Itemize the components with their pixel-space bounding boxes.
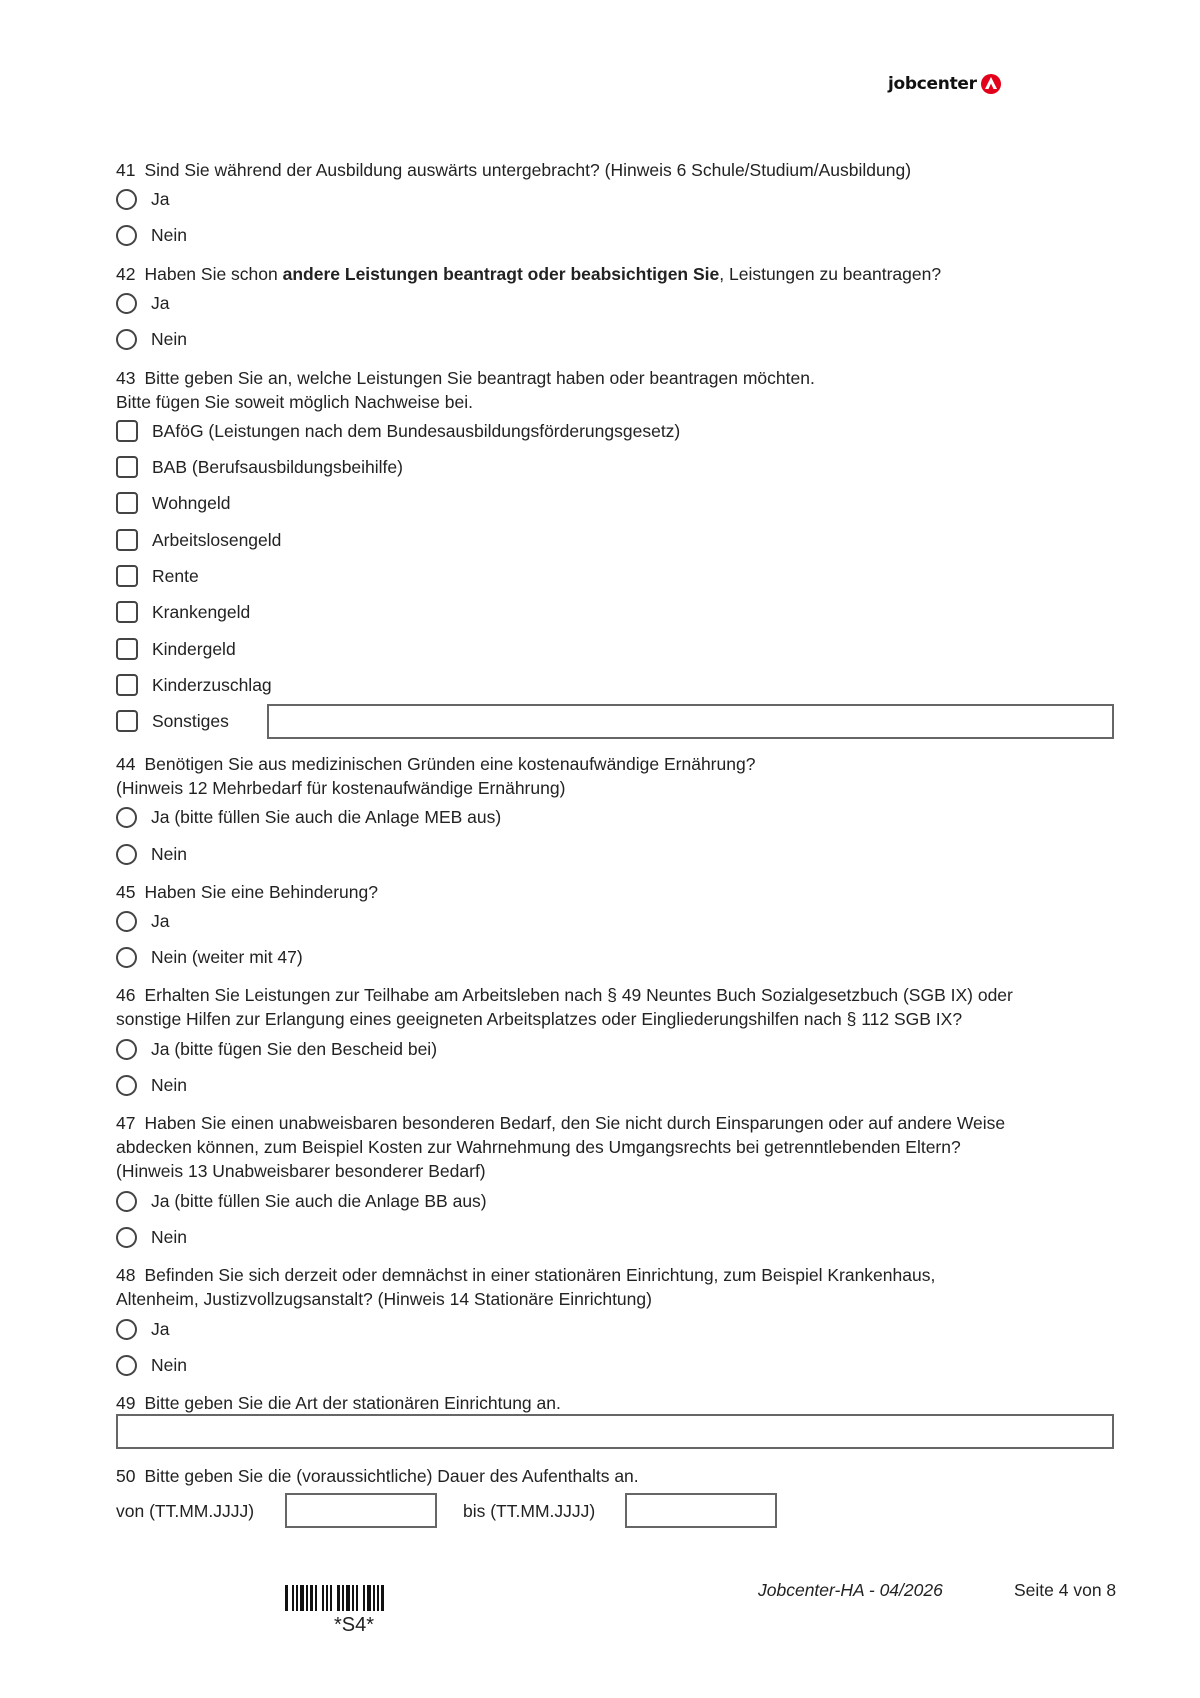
q43-option-wohngeld[interactable]: Wohngeld <box>116 490 231 516</box>
question-44: 44 Benötigen Sie aus medizinischen Gründen eine kostenaufwändige Ernährung? (Hinweis 12 Mehrbedarf für kostenaufwändige Ernährung) <box>116 754 756 798</box>
q43-option-rente[interactable]: Rente <box>116 563 199 589</box>
question-42: 42 Haben Sie schon andere Leistungen beantragt oder beabsichtigen Sie, Leistungen zu beantragen? <box>116 264 942 284</box>
question-41: 41 Sind Sie während der Ausbildung auswärts untergebracht? (Hinweis 6 Schule/Studium/Ausbildung) <box>116 160 912 180</box>
radio-button[interactable] <box>116 807 137 828</box>
question-45: 45 Haben Sie eine Behinderung? <box>116 882 378 902</box>
radio-button[interactable] <box>116 1039 137 1060</box>
q48-option-nein[interactable]: Nein <box>116 1352 187 1378</box>
q44-option-nein[interactable]: Nein <box>116 841 187 867</box>
checkbox[interactable] <box>116 710 138 732</box>
q41-option-ja[interactable]: Ja <box>116 186 169 212</box>
question-49: 49 Bitte geben Sie die Art der stationären Einrichtung an. <box>116 1393 561 1413</box>
sonstiges-text-field[interactable] <box>267 704 1114 739</box>
agency-logo-icon <box>981 74 1001 94</box>
logo-text: jobcenter <box>888 74 977 94</box>
radio-button[interactable] <box>116 225 137 246</box>
checkbox[interactable] <box>116 529 138 551</box>
q46-option-nein[interactable]: Nein <box>116 1072 187 1098</box>
q48-option-ja[interactable]: Ja <box>116 1316 169 1342</box>
question-47: 47 Haben Sie einen unabweisbaren besonderen Bedarf, den Sie nicht durch Einsparungen oder auf andere Weise abdecken können, zum Beispiel Kosten zur Wahrnehmung des Umgangsrechts bei getrenntlebenden Eltern? (Hinweis 13 Unabweisbarer besonderer Bedarf) <box>116 1113 1006 1181</box>
checkbox[interactable] <box>116 492 138 514</box>
to-date-field[interactable] <box>625 1493 777 1528</box>
q45-option-ja[interactable]: Ja <box>116 908 169 934</box>
radio-button[interactable] <box>116 844 137 865</box>
radio-button[interactable] <box>116 1355 137 1376</box>
page-number: Seite 4 von 8 <box>1014 1580 1117 1600</box>
q41-option-nein[interactable]: Nein <box>116 222 187 248</box>
document-id: Jobcenter-HA - 04/2026 <box>758 1580 943 1600</box>
q42-option-ja[interactable]: Ja <box>116 290 169 316</box>
question-48: 48 Befinden Sie sich derzeit oder demnächst in einer stationären Einrichtung, zum Beispiel Krankenhaus, Altenheim, Justizvollzugsanstalt? (Hinweis 14 Stationäre Einrichtung) <box>116 1265 936 1309</box>
q45-option-nein[interactable]: Nein (weiter mit 47) <box>116 944 303 970</box>
q46-option-ja[interactable]: Ja (bitte fügen Sie den Bescheid bei) <box>116 1036 437 1062</box>
radio-button[interactable] <box>116 1227 137 1248</box>
radio-button[interactable] <box>116 293 137 314</box>
barcode-text: *S4* <box>334 1614 375 1636</box>
from-date-field[interactable] <box>285 1493 437 1528</box>
radio-button[interactable] <box>116 1075 137 1096</box>
radio-button[interactable] <box>116 329 137 350</box>
radio-button[interactable] <box>116 1191 137 1212</box>
question-50: 50 Bitte geben Sie die (voraussichtliche) Dauer des Aufenthalts an. <box>116 1466 639 1486</box>
q43-option-arbeitslosengeld[interactable]: Arbeitslosengeld <box>116 527 281 553</box>
q43-option-krankengeld[interactable]: Krankengeld <box>116 599 250 625</box>
from-date-label: von (TT.MM.JJJJ) <box>116 1501 255 1521</box>
checkbox[interactable] <box>116 420 138 442</box>
q43-option-sonstiges[interactable]: Sonstiges <box>116 708 229 734</box>
barcode <box>285 1585 384 1611</box>
q44-option-ja[interactable]: Ja (bitte füllen Sie auch die Anlage MEB aus) <box>116 804 501 830</box>
q43-option-bab[interactable]: BAB (Berufsausbildungsbeihilfe) <box>116 454 403 480</box>
q42-option-nein[interactable]: Nein <box>116 326 187 352</box>
checkbox[interactable] <box>116 674 138 696</box>
radio-button[interactable] <box>116 911 137 932</box>
checkbox[interactable] <box>116 565 138 587</box>
radio-button[interactable] <box>116 1319 137 1340</box>
checkbox[interactable] <box>116 638 138 660</box>
checkbox[interactable] <box>116 456 138 478</box>
jobcenter-logo <box>888 74 1001 94</box>
radio-button[interactable] <box>116 947 137 968</box>
q43-option-kindergeld[interactable]: Kindergeld <box>116 636 236 662</box>
checkbox[interactable] <box>116 601 138 623</box>
q47-option-nein[interactable]: Nein <box>116 1224 187 1250</box>
question-43: 43 Bitte geben Sie an, welche Leistungen Sie beantragt haben oder beantragen möchten. Bitte fügen Sie soweit möglich Nachweise bei. <box>116 368 815 412</box>
question-46: 46 Erhalten Sie Leistungen zur Teilhabe am Arbeitsleben nach § 49 Neuntes Buch Sozialgesetzbuch (SGB IX) oder sonstige Hilfen zur Erlangung eines geeigneten Arbeitsplatzes oder Eingliederungshilfen nach § 112 SGB IX? <box>116 985 1013 1029</box>
q43-option-bafoeg[interactable]: BAföG (Leistungen nach dem Bundesausbildungsförderungsgesetz) <box>116 418 680 444</box>
facility-type-field[interactable] <box>116 1414 1114 1449</box>
q43-option-kinderzuschlag[interactable]: Kinderzuschlag <box>116 672 272 698</box>
q47-option-ja[interactable]: Ja (bitte füllen Sie auch die Anlage BB aus) <box>116 1188 487 1214</box>
to-date-label: bis (TT.MM.JJJJ) <box>463 1501 596 1521</box>
radio-button[interactable] <box>116 189 137 210</box>
